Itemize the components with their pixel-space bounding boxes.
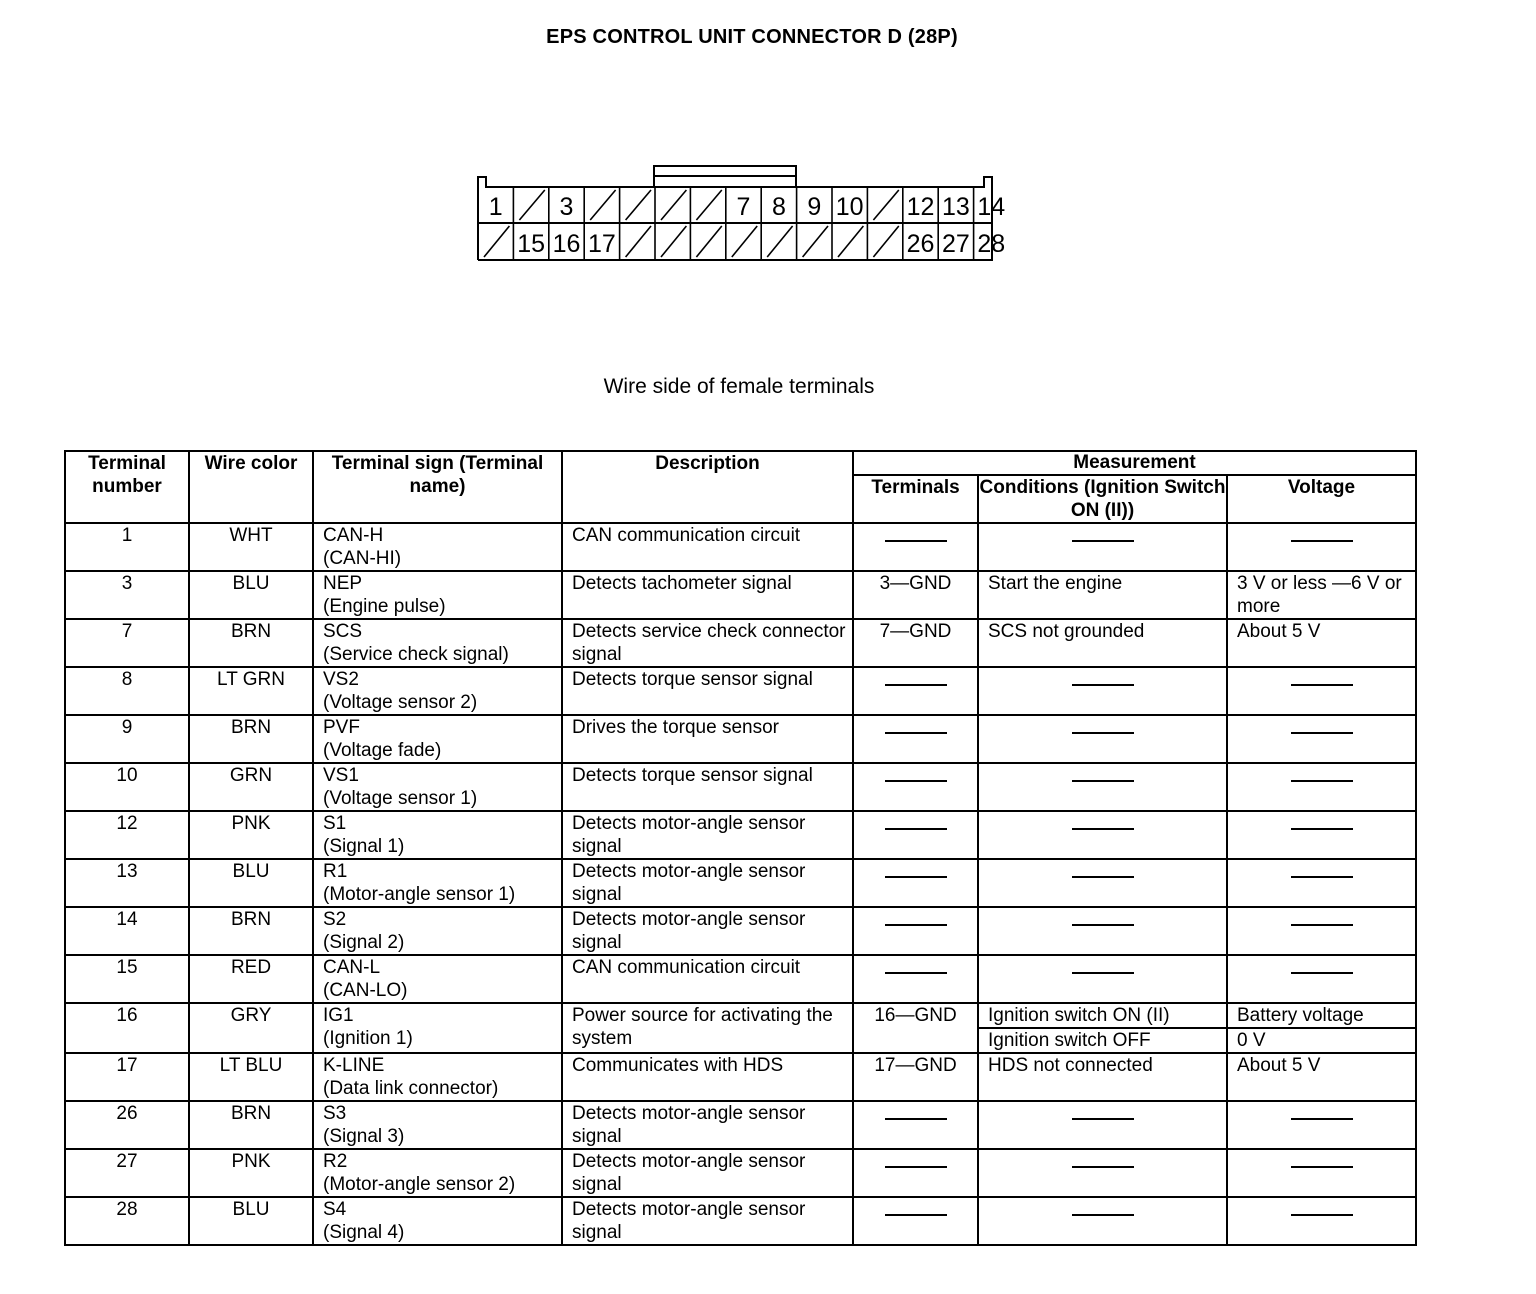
cell-terminal-number bbox=[65, 763, 189, 811]
cell-description bbox=[562, 715, 853, 763]
cell-terminals bbox=[853, 1197, 978, 1245]
cell-description bbox=[562, 619, 853, 667]
not-applicable-dash bbox=[1291, 684, 1353, 686]
connector-empty-cavity bbox=[626, 226, 651, 257]
not-applicable-dash bbox=[1072, 540, 1134, 542]
terminal-number: 10 bbox=[116, 765, 138, 786]
terminal-name: (Motor-angle sensor 2) bbox=[323, 1174, 516, 1195]
cell-terminal-number bbox=[65, 619, 189, 667]
connector-empty-cavity bbox=[696, 226, 721, 257]
cell-terminal-sign bbox=[313, 667, 562, 715]
not-applicable-dash bbox=[885, 1166, 947, 1168]
cell-description bbox=[562, 763, 853, 811]
cell-voltage bbox=[1227, 715, 1416, 763]
terminal-number: 26 bbox=[116, 1103, 138, 1124]
cell-wire-color bbox=[189, 1197, 313, 1245]
not-applicable-dash bbox=[1291, 540, 1353, 542]
cell-terminals bbox=[853, 763, 978, 811]
terminal-name: (Signal 4) bbox=[323, 1222, 405, 1243]
cell-wire-color bbox=[189, 763, 313, 811]
connector-pin-label: 27 bbox=[941, 230, 970, 258]
cell-terminals bbox=[853, 1149, 978, 1197]
cell-wire-color bbox=[189, 715, 313, 763]
connector-empty-cavity bbox=[696, 190, 721, 220]
measure-condition: HDS not connected bbox=[988, 1055, 1153, 1076]
cell-terminal-sign bbox=[313, 715, 562, 763]
terminal-number: 7 bbox=[121, 621, 133, 642]
wire-color: PNK bbox=[231, 813, 271, 834]
terminal-name: (Signal 2) bbox=[323, 932, 405, 953]
measure-terminals: 17—GND bbox=[874, 1055, 957, 1076]
cell-conditions bbox=[978, 859, 1227, 907]
table-row bbox=[65, 811, 1416, 859]
cell-description bbox=[562, 1101, 853, 1149]
cell-terminal-sign bbox=[313, 1101, 562, 1149]
header-terminal-sign: Terminal sign (Terminal name) bbox=[313, 451, 562, 523]
terminal-name: (CAN-HI) bbox=[323, 548, 402, 569]
table-row bbox=[65, 1197, 1416, 1245]
wire-color: BRN bbox=[230, 1103, 272, 1124]
cell-terminal-sign bbox=[313, 907, 562, 955]
wire-color: LT BLU bbox=[219, 1055, 283, 1076]
connector-empty-cavity bbox=[838, 226, 863, 257]
diagram-caption: Wire side of female terminals bbox=[603, 375, 875, 398]
cell-terminal-number bbox=[65, 1101, 189, 1149]
cell-terminals bbox=[853, 1053, 978, 1101]
table-row bbox=[65, 1101, 1416, 1149]
terminal-number: 8 bbox=[121, 669, 133, 690]
header-description: Description bbox=[562, 451, 853, 523]
description: Power source for activating the system bbox=[572, 1005, 833, 1049]
connector-empty-cavity bbox=[519, 190, 544, 220]
cell-conditions bbox=[978, 1101, 1227, 1149]
terminal-sign: SCS bbox=[323, 621, 363, 642]
connector-empty-cavity bbox=[803, 226, 828, 257]
not-applicable-dash bbox=[885, 540, 947, 542]
cell-terminal-sign bbox=[313, 859, 562, 907]
cell-terminal-number bbox=[65, 715, 189, 763]
cell-description bbox=[562, 523, 853, 571]
terminal-number: 9 bbox=[121, 717, 133, 738]
connector-pin-label: 15 bbox=[517, 230, 546, 258]
measure-voltage: 3 V or less —6 V or more bbox=[1237, 573, 1402, 617]
cell-conditions bbox=[978, 907, 1227, 955]
cell-conditions bbox=[978, 667, 1227, 715]
wire-color: GRN bbox=[229, 765, 273, 786]
not-applicable-dash bbox=[1291, 780, 1353, 782]
wire-color: BRN bbox=[230, 717, 272, 738]
connector-empty-cavity bbox=[484, 226, 509, 257]
description: Detects motor-angle sensor signal bbox=[572, 861, 806, 905]
cell-conditions bbox=[978, 763, 1227, 811]
terminal-sign: S1 bbox=[323, 813, 347, 834]
connector-pin-label: 1 bbox=[488, 193, 503, 221]
not-applicable-dash bbox=[1072, 1118, 1134, 1120]
not-applicable-dash bbox=[885, 684, 947, 686]
cell-terminal-sign bbox=[313, 763, 562, 811]
terminal-sign: VS2 bbox=[323, 669, 359, 690]
not-applicable-dash bbox=[885, 924, 947, 926]
terminal-sign: CAN-H bbox=[323, 525, 384, 546]
not-applicable-dash bbox=[1072, 924, 1134, 926]
measure-condition: SCS not grounded bbox=[988, 621, 1145, 642]
measure-voltage: Battery voltage bbox=[1228, 1004, 1415, 1029]
cell-voltage bbox=[1227, 811, 1416, 859]
cell-wire-color bbox=[189, 955, 313, 1003]
wire-color: WHT bbox=[229, 525, 273, 546]
table-row bbox=[65, 907, 1416, 955]
cell-wire-color bbox=[189, 523, 313, 571]
description: Detects torque sensor signal bbox=[572, 669, 813, 690]
not-applicable-dash bbox=[1291, 876, 1353, 878]
cell-terminal-sign bbox=[313, 523, 562, 571]
connector-empty-cavity bbox=[873, 190, 898, 220]
terminal-sign: S3 bbox=[323, 1103, 347, 1124]
measure-terminals: 16—GND bbox=[874, 1005, 957, 1026]
table-row bbox=[65, 715, 1416, 763]
terminal-sign: IG1 bbox=[323, 1005, 354, 1026]
header-conditions: Conditions (Ignition Switch ON (II)) bbox=[979, 477, 1226, 521]
terminal-sign: S2 bbox=[323, 909, 347, 930]
connector-empty-cavity bbox=[873, 226, 898, 257]
cell-conditions bbox=[978, 715, 1227, 763]
terminal-name: (Motor-angle sensor 1) bbox=[323, 884, 516, 905]
cell-voltage bbox=[1227, 1053, 1416, 1101]
table-row bbox=[65, 859, 1416, 907]
cell-wire-color bbox=[189, 1149, 313, 1197]
connector-empty-cavity bbox=[732, 226, 757, 257]
not-applicable-dash bbox=[1291, 1118, 1353, 1120]
description: Detects motor-angle sensor signal bbox=[572, 909, 806, 953]
description: Communicates with HDS bbox=[572, 1055, 784, 1076]
measure-voltage: About 5 V bbox=[1237, 1055, 1321, 1076]
cell-description bbox=[562, 955, 853, 1003]
cell-voltage bbox=[1227, 523, 1416, 571]
terminal-sign: R1 bbox=[323, 861, 348, 882]
table-row bbox=[65, 523, 1416, 571]
terminal-name: (Service check signal) bbox=[323, 644, 509, 665]
cell-conditions bbox=[978, 955, 1227, 1003]
not-applicable-dash bbox=[885, 1214, 947, 1216]
cell-terminals bbox=[853, 523, 978, 571]
cell-terminal-number bbox=[65, 859, 189, 907]
connector-pin-label: 28 bbox=[977, 230, 1006, 258]
terminal-sign: VS1 bbox=[323, 765, 359, 786]
cell-terminals bbox=[853, 571, 978, 619]
description: Detects service check connector signal bbox=[572, 621, 846, 665]
connector-pin-label: 3 bbox=[559, 193, 574, 221]
wire-color: GRY bbox=[230, 1005, 272, 1026]
not-applicable-dash bbox=[1072, 780, 1134, 782]
cell-terminals bbox=[853, 619, 978, 667]
terminal-name: (Engine pulse) bbox=[323, 596, 446, 617]
cell-voltage bbox=[1227, 955, 1416, 1003]
not-applicable-dash bbox=[1072, 1214, 1134, 1216]
cell-voltage bbox=[1227, 1197, 1416, 1245]
terminal-number: 15 bbox=[116, 957, 138, 978]
not-applicable-dash bbox=[1291, 924, 1353, 926]
cell-description bbox=[562, 667, 853, 715]
wire-color: PNK bbox=[231, 1151, 271, 1172]
not-applicable-dash bbox=[1291, 828, 1353, 830]
table-row bbox=[65, 1003, 1416, 1053]
cell-description bbox=[562, 907, 853, 955]
terminal-sign: PVF bbox=[323, 717, 360, 738]
cell-wire-color bbox=[189, 859, 313, 907]
cell-description bbox=[562, 1149, 853, 1197]
terminal-table bbox=[64, 450, 1417, 1246]
cell-conditions bbox=[978, 1053, 1227, 1101]
connector-empty-cavity bbox=[590, 190, 615, 220]
cell-conditions bbox=[978, 1197, 1227, 1245]
connector-empty-cavity bbox=[661, 190, 686, 220]
description: Detects torque sensor signal bbox=[572, 765, 813, 786]
cell-conditions bbox=[978, 811, 1227, 859]
terminal-number: 16 bbox=[116, 1005, 138, 1026]
cell-terminal-number bbox=[65, 1003, 189, 1053]
cell-terminals bbox=[853, 667, 978, 715]
cell-description bbox=[562, 1197, 853, 1245]
connector-pin-label: 17 bbox=[587, 230, 616, 258]
terminal-number: 14 bbox=[116, 909, 138, 930]
table-row bbox=[65, 571, 1416, 619]
not-applicable-dash bbox=[1072, 972, 1134, 974]
measure-voltage: 0 V bbox=[1237, 1030, 1266, 1051]
terminal-sign: CAN-L bbox=[323, 957, 381, 978]
header-voltage: Voltage bbox=[1227, 475, 1416, 523]
terminal-name: (Signal 1) bbox=[323, 836, 405, 857]
not-applicable-dash bbox=[885, 972, 947, 974]
not-applicable-dash bbox=[885, 876, 947, 878]
header-terminal-number: Terminal number bbox=[65, 451, 189, 523]
cell-wire-color bbox=[189, 619, 313, 667]
cell-wire-color bbox=[189, 1101, 313, 1149]
cell-voltage bbox=[1227, 619, 1416, 667]
description: Detects motor-angle sensor signal bbox=[572, 1151, 806, 1195]
description: CAN communication circuit bbox=[572, 957, 801, 978]
cell-terminal-sign bbox=[313, 1053, 562, 1101]
terminal-name: (Ignition 1) bbox=[323, 1028, 413, 1049]
terminal-sign: S4 bbox=[323, 1199, 347, 1220]
cell-wire-color bbox=[189, 907, 313, 955]
description: Detects tachometer signal bbox=[572, 573, 792, 594]
table-row bbox=[65, 1053, 1416, 1101]
connector-pin-label: 10 bbox=[835, 193, 864, 221]
terminal-name: (Voltage fade) bbox=[323, 740, 442, 761]
cell-voltage bbox=[1227, 667, 1416, 715]
wire-color: RED bbox=[230, 957, 272, 978]
table-row bbox=[65, 1149, 1416, 1197]
connector-pin-label: 8 bbox=[771, 193, 786, 221]
cell-terminals bbox=[853, 907, 978, 955]
connector-pin-label: 26 bbox=[906, 230, 935, 258]
terminal-number: 3 bbox=[121, 573, 133, 594]
cell-wire-color bbox=[189, 1003, 313, 1053]
terminal-sign: R2 bbox=[323, 1151, 348, 1172]
connector-pin-label: 12 bbox=[906, 193, 935, 221]
measure-condition: Ignition switch ON (II) bbox=[979, 1004, 1226, 1029]
table-row bbox=[65, 667, 1416, 715]
cell-description bbox=[562, 811, 853, 859]
wire-color: BLU bbox=[232, 861, 270, 882]
not-applicable-dash bbox=[1291, 1214, 1353, 1216]
cell-wire-color bbox=[189, 571, 313, 619]
connector-pin-label: 9 bbox=[807, 193, 822, 221]
connector-pin-label: 13 bbox=[941, 193, 970, 221]
cell-terminal-number bbox=[65, 1197, 189, 1245]
terminal-number: 17 bbox=[116, 1055, 138, 1076]
header-wire-color: Wire color bbox=[189, 451, 313, 523]
document-title: EPS CONTROL UNIT CONNECTOR D (28P) bbox=[546, 26, 958, 48]
wire-color: LT GRN bbox=[217, 669, 285, 690]
not-applicable-dash bbox=[1291, 732, 1353, 734]
terminal-name: (Voltage sensor 2) bbox=[323, 692, 478, 713]
wire-color: BRN bbox=[230, 909, 272, 930]
cell-description bbox=[562, 1053, 853, 1101]
measure-terminals: 7—GND bbox=[879, 621, 952, 642]
measure-condition: Ignition switch OFF bbox=[988, 1030, 1151, 1051]
terminal-sign: NEP bbox=[323, 573, 363, 594]
wire-color: BLU bbox=[232, 573, 270, 594]
not-applicable-dash bbox=[1072, 684, 1134, 686]
connector-diagram bbox=[474, 163, 1006, 263]
terminal-number: 1 bbox=[121, 525, 133, 546]
description: CAN communication circuit bbox=[572, 525, 801, 546]
terminal-number: 28 bbox=[116, 1199, 138, 1220]
connector-pin-label: 7 bbox=[736, 193, 751, 221]
not-applicable-dash bbox=[885, 780, 947, 782]
measure-terminals: 3—GND bbox=[879, 573, 952, 594]
connector-empty-cavity bbox=[767, 226, 792, 257]
not-applicable-dash bbox=[1072, 1166, 1134, 1168]
cell-terminals bbox=[853, 1101, 978, 1149]
cell-terminal-sign bbox=[313, 811, 562, 859]
table-row bbox=[65, 955, 1416, 1003]
terminal-name: (Data link connector) bbox=[323, 1078, 499, 1099]
cell-terminal-sign bbox=[313, 619, 562, 667]
not-applicable-dash bbox=[885, 1118, 947, 1120]
cell-wire-color bbox=[189, 1053, 313, 1101]
connector-empty-cavity bbox=[661, 226, 686, 257]
cell-voltage bbox=[1227, 907, 1416, 955]
cell-conditions bbox=[978, 523, 1227, 571]
cell-conditions bbox=[978, 571, 1227, 619]
cell-terminal-sign bbox=[313, 1197, 562, 1245]
terminal-sign: K-LINE bbox=[323, 1055, 385, 1076]
terminal-name: (Voltage sensor 1) bbox=[323, 788, 478, 809]
cell-terminals bbox=[853, 955, 978, 1003]
connector-empty-cavity bbox=[626, 190, 651, 220]
wire-color: BRN bbox=[230, 621, 272, 642]
cell-terminals bbox=[853, 1003, 978, 1053]
cell-terminal-sign bbox=[313, 571, 562, 619]
cell-conditions bbox=[978, 1149, 1227, 1197]
terminal-number: 27 bbox=[116, 1151, 138, 1172]
cell-voltage bbox=[1227, 1101, 1416, 1149]
wire-color: BLU bbox=[232, 1199, 270, 1220]
cell-terminal-number bbox=[65, 907, 189, 955]
cell-terminals bbox=[853, 859, 978, 907]
cell-conditions bbox=[978, 619, 1227, 667]
cell-terminal-sign bbox=[313, 1003, 562, 1053]
description: Detects motor-angle sensor signal bbox=[572, 1103, 806, 1147]
not-applicable-dash bbox=[885, 828, 947, 830]
cell-terminal-number bbox=[65, 667, 189, 715]
cell-voltage bbox=[1227, 763, 1416, 811]
cell-conditions bbox=[978, 1003, 1227, 1053]
measure-voltage: About 5 V bbox=[1237, 621, 1321, 642]
cell-terminal-number bbox=[65, 1149, 189, 1197]
cell-terminals bbox=[853, 811, 978, 859]
not-applicable-dash bbox=[1072, 828, 1134, 830]
cell-terminal-sign bbox=[313, 1149, 562, 1197]
connector-pin-label: 14 bbox=[977, 193, 1006, 221]
table-row bbox=[65, 619, 1416, 667]
cell-terminal-number bbox=[65, 811, 189, 859]
not-applicable-dash bbox=[1072, 732, 1134, 734]
connector-pin-label: 16 bbox=[552, 230, 581, 258]
cell-terminals bbox=[853, 715, 978, 763]
cell-wire-color bbox=[189, 667, 313, 715]
cell-description bbox=[562, 571, 853, 619]
header-measurement: Measurement bbox=[853, 451, 1416, 475]
terminal-number: 13 bbox=[116, 861, 138, 882]
description: Detects motor-angle sensor signal bbox=[572, 1199, 806, 1243]
cell-description bbox=[562, 859, 853, 907]
terminal-name: (CAN-LO) bbox=[323, 980, 408, 1001]
terminal-name: (Signal 3) bbox=[323, 1126, 405, 1147]
cell-terminal-number bbox=[65, 523, 189, 571]
header-terminals: Terminals bbox=[853, 475, 978, 523]
cell-terminal-sign bbox=[313, 955, 562, 1003]
description: Drives the torque sensor bbox=[572, 717, 779, 738]
not-applicable-dash bbox=[1291, 1166, 1353, 1168]
cell-wire-color bbox=[189, 811, 313, 859]
measure-condition: Start the engine bbox=[988, 573, 1123, 594]
cell-voltage bbox=[1227, 859, 1416, 907]
description: Detects motor-angle sensor signal bbox=[572, 813, 806, 857]
terminal-number: 12 bbox=[116, 813, 138, 834]
not-applicable-dash bbox=[1072, 876, 1134, 878]
cell-description bbox=[562, 1003, 853, 1053]
cell-terminal-number bbox=[65, 571, 189, 619]
not-applicable-dash bbox=[885, 732, 947, 734]
not-applicable-dash bbox=[1291, 972, 1353, 974]
cell-terminal-number bbox=[65, 955, 189, 1003]
cell-voltage bbox=[1227, 1003, 1416, 1053]
cell-voltage bbox=[1227, 1149, 1416, 1197]
table-row bbox=[65, 763, 1416, 811]
cell-terminal-number bbox=[65, 1053, 189, 1101]
cell-voltage bbox=[1227, 571, 1416, 619]
